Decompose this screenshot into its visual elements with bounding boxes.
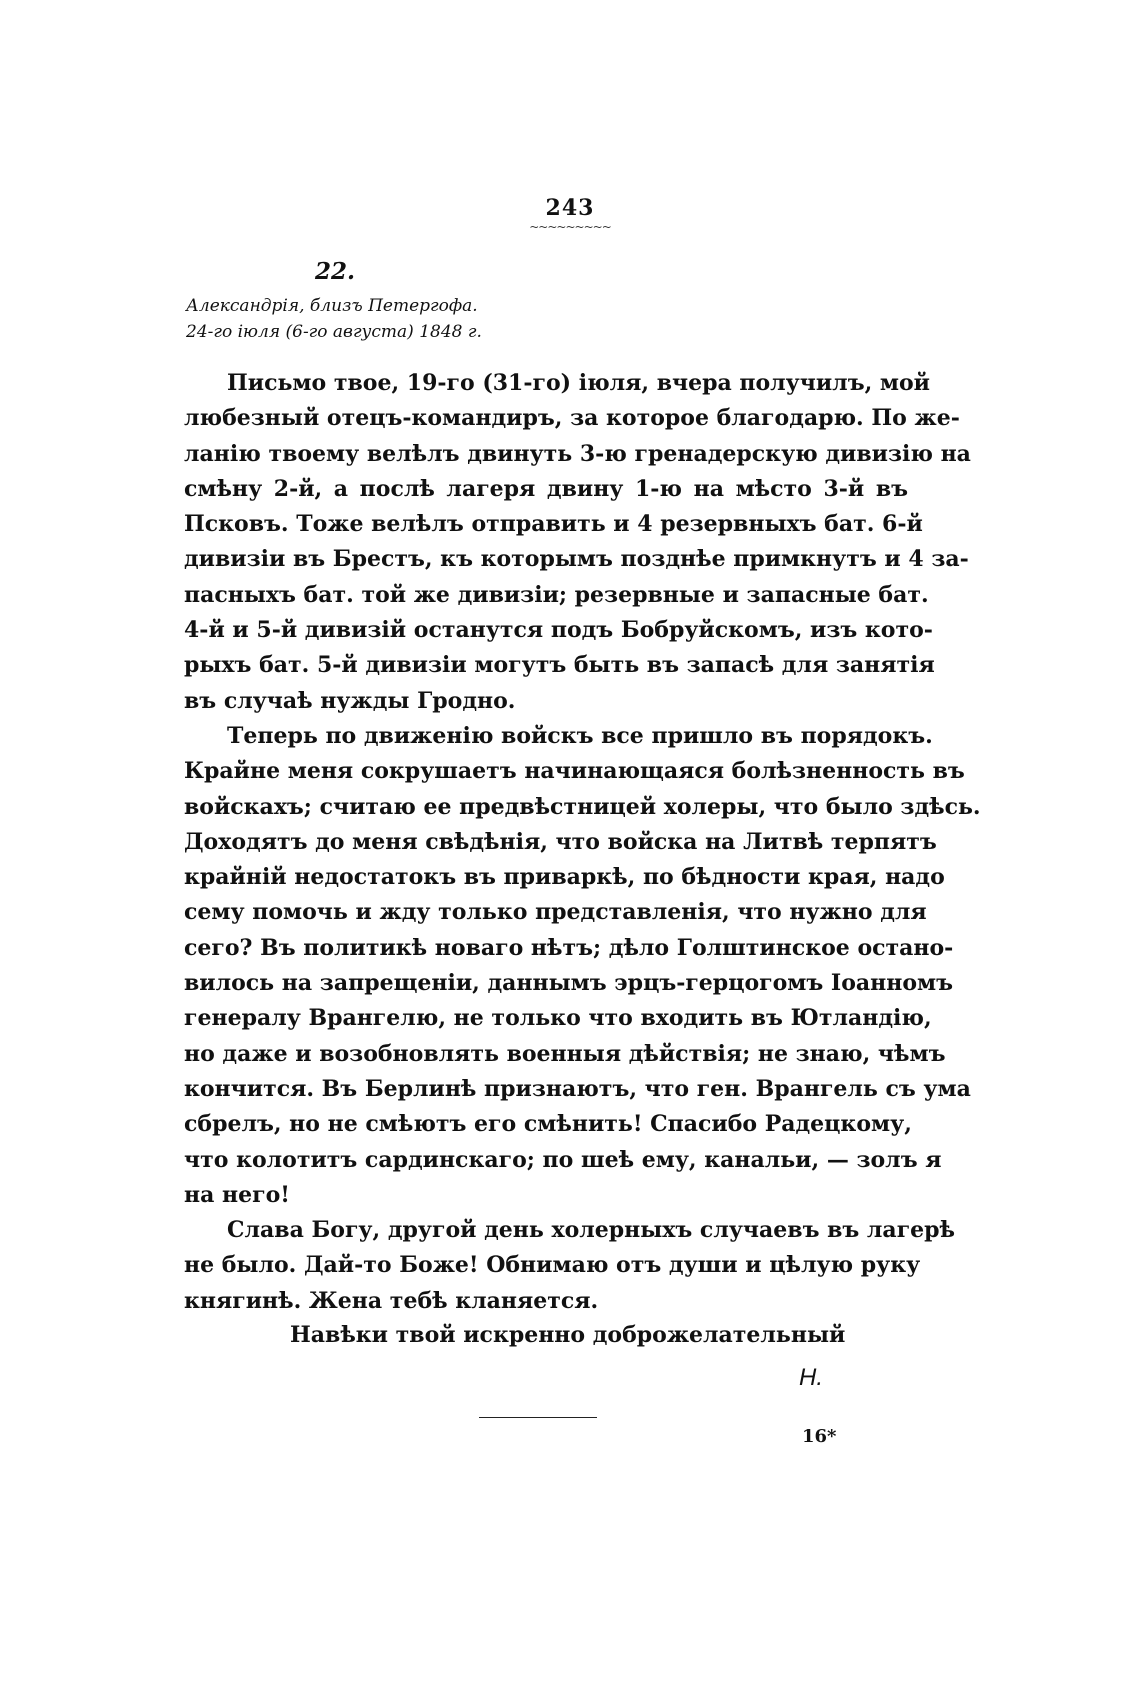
letter-body (184, 366, 981, 1319)
ornament-divider: ~~~~~~~~~ (529, 220, 611, 234)
text-line: пасныхъ бат. той же дивизіи; резервные и запасные бат. (184, 581, 929, 608)
text-line: Теперь по движенію войскъ все пришло въ порядокъ. (227, 722, 933, 749)
text-line: дивизіи въ Брестъ, къ которымъ позднѣе примкнутъ и 4 за- (184, 546, 969, 573)
text-line: сего? Въ политикѣ новаго нѣтъ; дѣло Голштинское остано- (184, 934, 954, 961)
section-rule (479, 1417, 597, 1418)
letter-number: 22. (315, 258, 356, 285)
text-line: въ случаѣ нужды Гродно. (184, 687, 516, 714)
text-line: генералу Врангелю, не только что входить въ Ютландію, (184, 1005, 932, 1032)
text-line: кончится. Въ Берлинѣ признаютъ, что ген. Врангель съ ума (184, 1075, 971, 1102)
text-line: Доходятъ до меня свѣдѣнія, что войска на Литвѣ терпятъ (184, 828, 937, 855)
text-line: но даже и возобновлять военныя дѣйствія; не знаю, чѣмъ (184, 1040, 946, 1067)
text-line: вилось на запрещеніи, даннымъ эрцъ-герцогомъ Іоанномъ (184, 970, 954, 997)
letter-place: Александрія, близъ Петергофа. (186, 296, 478, 316)
text-line: ланію твоему велѣлъ двинуть 3-ю гренадерскую дивизію на (184, 440, 971, 467)
text-line: 4-й и 5-й дивизій останутся подъ Бобруйскомъ, изъ кото- (184, 617, 933, 644)
text-line: смѣну 2-й, а послѣ лагеря двину 1-ю на мѣсто 3-й въ (184, 475, 908, 502)
page-number: 243 (545, 195, 595, 221)
text-line: рыхъ бат. 5-й дивизіи могутъ быть въ запасѣ для занятія (184, 652, 935, 679)
text-line: Слава Богу, другой день холерныхъ случаевъ въ лагерѣ (227, 1217, 956, 1244)
text-line: не было. Дай-то Боже! Обнимаю отъ души и цѣлую руку (184, 1252, 921, 1279)
text-line: крайній недостатокъ въ приваркѣ, по бѣдности края, надо (184, 864, 945, 891)
text-line: сбрелъ, но не смѣютъ его смѣнить! Спасибо Радецкому, (184, 1111, 912, 1138)
signature-initial: Н. (799, 1364, 823, 1391)
text-line: княгинѣ. Жена тебѣ кланяется. (184, 1287, 599, 1314)
text-line: Крайне меня сокрушаетъ начинающаяся болѣзненность въ (184, 758, 965, 785)
text-line: Письмо твое, 19-го (31-го) іюля, вчера получилъ, мой (227, 370, 930, 396)
text-line: Псковъ. Тоже велѣлъ отправить и 4 резервныхъ бат. 6-й (184, 511, 923, 538)
text-line: на него! (184, 1181, 290, 1208)
text-line: войскахъ; считаю ее предвѣстницей холеры, что было здѣсь. (184, 793, 981, 820)
text-line: что колотитъ сардинскаго; по шеѣ ему, канальи, — золъ я (184, 1146, 942, 1173)
text-line: сему помочь и жду только представленія, что нужно для (184, 899, 927, 926)
text-line: любезный отецъ-командиръ, за которое благодарю. По же- (184, 405, 960, 432)
closing-phrase: Навѣки твой искренно доброжелательный (290, 1322, 846, 1348)
letter-date: 24-го іюля (6-го августа) 1848 г. (186, 322, 482, 342)
signature-mark: 16* (802, 1426, 837, 1447)
